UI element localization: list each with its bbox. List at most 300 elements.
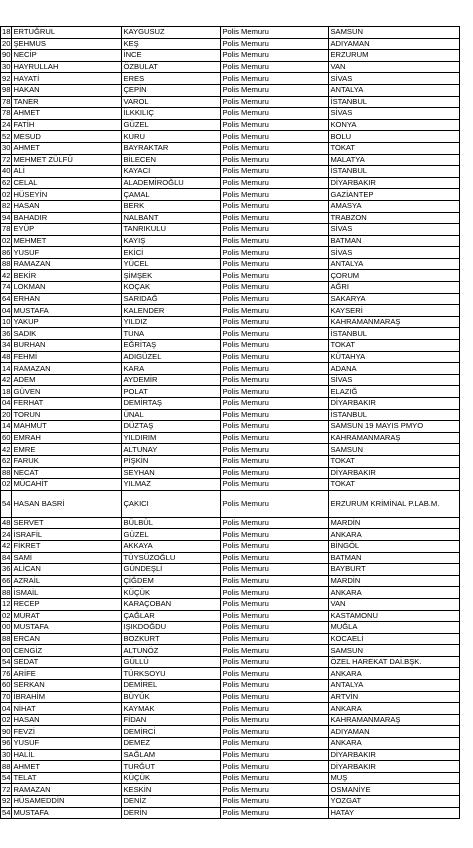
id-suffix-cell: 36	[2, 328, 11, 338]
first-name-cell: MESUD	[12, 131, 122, 143]
last-name-cell: KÜÇÜK	[122, 772, 221, 784]
table-row	[1, 166, 460, 178]
unit-cell: İSTANBUL	[329, 166, 460, 178]
rank-cell: Polis Memuru	[221, 340, 329, 352]
last-name-cell: DENİZ	[122, 796, 221, 808]
rank-cell: Polis Memuru	[221, 154, 329, 166]
first-name-cell: MUSTAFA	[12, 807, 122, 819]
unit-cell: ADIYAMAN	[329, 726, 460, 738]
id-suffix-cell: 42	[2, 444, 11, 454]
first-name-cell: EMRE	[12, 444, 122, 456]
last-name-cell: DEMİRCİ	[122, 726, 221, 738]
unit-cell: SİVAS	[329, 247, 460, 259]
table-row	[1, 305, 460, 317]
table-row	[1, 784, 460, 796]
id-suffix-cell: 14	[2, 363, 11, 373]
table-row	[1, 224, 460, 236]
table-row	[1, 444, 460, 456]
first-name-cell: YUSUF	[12, 738, 122, 750]
first-name-cell: MEHMET	[12, 235, 122, 247]
id-suffix-cell: 72	[2, 784, 11, 794]
id-suffix-cell: 02	[2, 479, 11, 489]
unit-cell: DİYARBAKIR	[329, 749, 460, 761]
id-suffix-cell: 30	[2, 143, 11, 153]
table-row	[1, 796, 460, 808]
rank-cell: Polis Memuru	[221, 517, 329, 529]
table-row	[1, 479, 460, 491]
id-suffix-cell: 52	[2, 131, 11, 141]
first-name-cell: HÜSAMEDDİN	[12, 796, 122, 808]
table-row	[1, 633, 460, 645]
last-name-cell: KAYGUSUZ	[122, 27, 221, 39]
first-name-cell: RAMAZAN	[12, 784, 122, 796]
id-suffix-cell: 60	[2, 433, 11, 443]
table-row	[1, 598, 460, 610]
unit-cell: KASTAMONU	[329, 610, 460, 622]
id-suffix-cell: 88	[2, 761, 11, 771]
unit-cell: SAKARYA	[329, 293, 460, 305]
first-name-cell: SAMİ	[12, 552, 122, 564]
last-name-cell: ÇİĞDEM	[122, 575, 221, 587]
unit-cell: İSTANBUL	[329, 409, 460, 421]
last-name-cell: KEŞ	[122, 38, 221, 50]
first-name-cell: YUSUF	[12, 247, 122, 259]
first-name-cell: FEHMİ	[12, 351, 122, 363]
last-name-cell: ÖZBULAT	[122, 61, 221, 73]
id-suffix-cell: 72	[2, 154, 11, 164]
unit-cell: ADIYAMAN	[329, 38, 460, 50]
id-suffix-cell: 18	[2, 27, 11, 37]
first-name-cell: SERKAN	[12, 680, 122, 692]
first-name-cell: MUSTAFA	[12, 305, 122, 317]
table-row	[1, 50, 460, 62]
unit-cell: ANTALYA	[329, 84, 460, 96]
unit-cell: SİVAS	[329, 224, 460, 236]
id-suffix-cell: 54	[2, 657, 11, 667]
id-suffix-cell: 18	[2, 386, 11, 396]
table-row	[1, 38, 460, 50]
last-name-cell: ÇAKICI	[122, 490, 221, 517]
unit-cell: HATAY	[329, 807, 460, 819]
table-row	[1, 316, 460, 328]
last-name-cell: ÇAMAL	[122, 189, 221, 201]
last-name-cell: TÜRKSOYU	[122, 668, 221, 680]
first-name-cell: NİHAT	[12, 703, 122, 715]
unit-cell: ÖZEL HAREKAT DAİ.BŞK.	[329, 656, 460, 668]
id-suffix-cell: 10	[2, 317, 11, 327]
first-name-cell: İSRAFİL	[12, 529, 122, 541]
first-name-cell: MURAT	[12, 610, 122, 622]
first-name-cell: TELAT	[12, 772, 122, 784]
last-name-cell: ÜNAL	[122, 409, 221, 421]
last-name-cell: KÜÇÜK	[122, 587, 221, 599]
unit-cell: VAN	[329, 61, 460, 73]
id-suffix-cell: 48	[2, 351, 11, 361]
table-row	[1, 772, 460, 784]
table-row	[1, 386, 460, 398]
unit-cell: İSTANBUL	[329, 328, 460, 340]
rank-cell: Polis Memuru	[221, 564, 329, 576]
table-row	[1, 432, 460, 444]
first-name-cell: RECEP	[12, 598, 122, 610]
first-name-cell: NECİP	[12, 50, 122, 62]
unit-cell: VAN	[329, 598, 460, 610]
table-row	[1, 154, 460, 166]
id-suffix-cell: 88	[2, 259, 11, 269]
table-row	[1, 270, 460, 282]
id-suffix-cell: 92	[2, 796, 11, 806]
id-suffix-cell: 78	[2, 108, 11, 118]
first-name-cell: FATİH	[12, 119, 122, 131]
last-name-cell: KARAÇOBAN	[122, 598, 221, 610]
last-name-cell: DEMİREL	[122, 680, 221, 692]
unit-cell: TRABZON	[329, 212, 460, 224]
rank-cell: Polis Memuru	[221, 224, 329, 236]
first-name-cell: SERVET	[12, 517, 122, 529]
rank-cell: Polis Memuru	[221, 421, 329, 433]
table-row	[1, 575, 460, 587]
unit-cell: AĞRI	[329, 282, 460, 294]
rank-cell: Polis Memuru	[221, 108, 329, 120]
rank-cell: Polis Memuru	[221, 633, 329, 645]
id-suffix-cell: 30	[2, 62, 11, 72]
table-row	[1, 738, 460, 750]
first-name-cell: ERTUĞRUL	[12, 27, 122, 39]
rank-cell: Polis Memuru	[221, 714, 329, 726]
first-name-cell: İBRAHİM	[12, 691, 122, 703]
last-name-cell: BAYRAKTAR	[122, 142, 221, 154]
rank-cell: Polis Memuru	[221, 761, 329, 773]
table-row	[1, 552, 460, 564]
id-suffix-cell: 48	[2, 518, 11, 528]
id-suffix-cell: 66	[2, 576, 11, 586]
id-suffix-cell: 30	[2, 749, 11, 759]
unit-cell: KONYA	[329, 119, 460, 131]
id-suffix-cell: 98	[2, 85, 11, 95]
unit-cell: ANTALYA	[329, 680, 460, 692]
id-suffix-cell: 82	[2, 201, 11, 211]
rank-cell: Polis Memuru	[221, 61, 329, 73]
table-row	[1, 328, 460, 340]
id-suffix-cell: 88	[2, 633, 11, 643]
last-name-cell: ÇEPİN	[122, 84, 221, 96]
last-name-cell: YILDIRIM	[122, 432, 221, 444]
table-row	[1, 61, 460, 73]
table-row	[1, 656, 460, 668]
rank-cell: Polis Memuru	[221, 166, 329, 178]
last-name-cell: ADIGÜZEL	[122, 351, 221, 363]
unit-cell: SAMSUN	[329, 645, 460, 657]
id-suffix-cell: 92	[2, 73, 11, 83]
first-name-cell: HALİL	[12, 749, 122, 761]
table-row	[1, 691, 460, 703]
id-suffix-cell: 78	[2, 96, 11, 106]
table-row	[1, 282, 460, 294]
first-name-cell: BURHAN	[12, 340, 122, 352]
rank-cell: Polis Memuru	[221, 726, 329, 738]
table-row	[1, 622, 460, 634]
table-row	[1, 564, 460, 576]
id-suffix-cell: 54	[2, 807, 11, 817]
unit-cell: ANTALYA	[329, 258, 460, 270]
first-name-cell: HAYATİ	[12, 73, 122, 85]
personnel-table	[0, 26, 460, 819]
rank-cell: Polis Memuru	[221, 598, 329, 610]
rank-cell: Polis Memuru	[221, 656, 329, 668]
rank-cell: Polis Memuru	[221, 27, 329, 39]
first-name-cell: RAMAZAN	[12, 258, 122, 270]
id-suffix-cell: 88	[2, 467, 11, 477]
table-row	[1, 351, 460, 363]
first-name-cell: HÜSEYİN	[12, 189, 122, 201]
table-row	[1, 119, 460, 131]
id-suffix-cell: 02	[2, 189, 11, 199]
unit-cell: MARDİN	[329, 517, 460, 529]
table-row	[1, 749, 460, 761]
first-name-cell: TANER	[12, 96, 122, 108]
table-row	[1, 517, 460, 529]
unit-cell: ADANA	[329, 363, 460, 375]
unit-cell: OSMANİYE	[329, 784, 460, 796]
first-name-cell: AHMET	[12, 142, 122, 154]
unit-cell: ANKARA	[329, 587, 460, 599]
unit-cell: SAMSUN	[329, 444, 460, 456]
table-body	[1, 27, 460, 819]
last-name-cell: TURĞUT	[122, 761, 221, 773]
id-suffix-cell: 40	[2, 166, 11, 176]
last-name-cell: TANRIKULU	[122, 224, 221, 236]
rank-cell: Polis Memuru	[221, 247, 329, 259]
table-row	[1, 96, 460, 108]
rank-cell: Polis Memuru	[221, 73, 329, 85]
first-name-cell: LOKMAN	[12, 282, 122, 294]
unit-cell: MARDİN	[329, 575, 460, 587]
last-name-cell: GÜNDEŞLİ	[122, 564, 221, 576]
id-suffix-cell: 00	[2, 622, 11, 632]
rank-cell: Polis Memuru	[221, 50, 329, 62]
unit-cell: KOCAELİ	[329, 633, 460, 645]
table-row	[1, 363, 460, 375]
id-suffix-cell: 96	[2, 738, 11, 748]
id-suffix-cell: 76	[2, 668, 11, 678]
table-row	[1, 668, 460, 680]
unit-cell: SİVAS	[329, 108, 460, 120]
last-name-cell: PİŞKİN	[122, 455, 221, 467]
table-row	[1, 340, 460, 352]
unit-cell: KAHRAMANMARAŞ	[329, 714, 460, 726]
rank-cell: Polis Memuru	[221, 119, 329, 131]
unit-cell: SİVAS	[329, 374, 460, 386]
table-row	[1, 235, 460, 247]
unit-cell: ANKARA	[329, 668, 460, 680]
rank-cell: Polis Memuru	[221, 479, 329, 491]
rank-cell: Polis Memuru	[221, 142, 329, 154]
id-suffix-cell: 02	[2, 610, 11, 620]
last-name-cell: DERİN	[122, 807, 221, 819]
last-name-cell: KURU	[122, 131, 221, 143]
unit-cell: MUĞLA	[329, 622, 460, 634]
id-suffix-cell: 02	[2, 715, 11, 725]
first-name-cell: SADIK	[12, 328, 122, 340]
unit-cell: YOZGAT	[329, 796, 460, 808]
first-name-cell: NECAT	[12, 467, 122, 479]
rank-cell: Polis Memuru	[221, 749, 329, 761]
rank-cell: Polis Memuru	[221, 38, 329, 50]
unit-cell: ÇORUM	[329, 270, 460, 282]
first-name-cell: FEVZİ	[12, 726, 122, 738]
first-name-cell: MAHMUT	[12, 421, 122, 433]
unit-cell: BİNGÖL	[329, 540, 460, 552]
last-name-cell: SARIDAĞ	[122, 293, 221, 305]
first-name-cell: ERCAN	[12, 633, 122, 645]
rank-cell: Polis Memuru	[221, 467, 329, 479]
rank-cell: Polis Memuru	[221, 432, 329, 444]
table-row	[1, 467, 460, 479]
last-name-cell: AYDEMİR	[122, 374, 221, 386]
id-suffix-cell: 04	[2, 305, 11, 315]
rank-cell: Polis Memuru	[221, 293, 329, 305]
id-suffix-cell: 14	[2, 421, 11, 431]
id-suffix-cell: 90	[2, 50, 11, 60]
id-suffix-cell: 20	[2, 38, 11, 48]
rank-cell: Polis Memuru	[221, 772, 329, 784]
last-name-cell: SAĞLAM	[122, 749, 221, 761]
last-name-cell: KOÇAK	[122, 282, 221, 294]
table-row	[1, 73, 460, 85]
unit-cell: BATMAN	[329, 552, 460, 564]
unit-cell: TOKAT	[329, 455, 460, 467]
unit-cell: DİYARBAKIR	[329, 467, 460, 479]
first-name-cell: MÜCAHİT	[12, 479, 122, 491]
id-suffix-cell: 20	[2, 409, 11, 419]
first-name-cell: AHMET	[12, 108, 122, 120]
last-name-cell: BERK	[122, 200, 221, 212]
last-name-cell: GÜZEL	[122, 529, 221, 541]
id-suffix-cell: 42	[2, 270, 11, 280]
unit-cell: MUŞ	[329, 772, 460, 784]
table-row	[1, 587, 460, 599]
rank-cell: Polis Memuru	[221, 691, 329, 703]
id-suffix-cell: 74	[2, 282, 11, 292]
rank-cell: Polis Memuru	[221, 212, 329, 224]
first-name-cell: HASAN	[12, 200, 122, 212]
rank-cell: Polis Memuru	[221, 645, 329, 657]
id-suffix-cell: 42	[2, 541, 11, 551]
rank-cell: Polis Memuru	[221, 587, 329, 599]
table-row	[1, 108, 460, 120]
first-name-cell: HASAN BASRİ	[12, 490, 122, 517]
id-suffix-cell: 54	[2, 773, 11, 783]
id-suffix-cell: 04	[2, 398, 11, 408]
id-suffix-cell: 12	[2, 599, 11, 609]
rank-cell: Polis Memuru	[221, 328, 329, 340]
table-row	[1, 293, 460, 305]
id-suffix-cell: 36	[2, 564, 11, 574]
first-name-cell: ALİCAN	[12, 564, 122, 576]
table-row	[1, 84, 460, 96]
rank-cell: Polis Memuru	[221, 796, 329, 808]
rank-cell: Polis Memuru	[221, 540, 329, 552]
rank-cell: Polis Memuru	[221, 374, 329, 386]
first-name-cell: RAMAZAN	[12, 363, 122, 375]
unit-cell: GAZİANTEP	[329, 189, 460, 201]
unit-cell: KAHRAMANMARAŞ	[329, 432, 460, 444]
unit-cell: SAMSUN	[329, 27, 460, 39]
last-name-cell: GÜLLÜ	[122, 656, 221, 668]
rank-cell: Polis Memuru	[221, 96, 329, 108]
unit-cell: DİYARBAKIR	[329, 398, 460, 410]
rank-cell: Polis Memuru	[221, 305, 329, 317]
unit-cell: ARTVİN	[329, 691, 460, 703]
unit-cell: BATMAN	[329, 235, 460, 247]
unit-cell: SAMSUN 19 MAYIS PMYO	[329, 421, 460, 433]
id-suffix-cell: 88	[2, 587, 11, 597]
first-name-cell: BAHADIR	[12, 212, 122, 224]
table-row	[1, 807, 460, 819]
first-name-cell: ALİ	[12, 166, 122, 178]
table-row	[1, 200, 460, 212]
last-name-cell: İNCE	[122, 50, 221, 62]
unit-cell: KAHRAMANMARAŞ	[329, 316, 460, 328]
unit-cell: TOKAT	[329, 479, 460, 491]
last-name-cell: KESKİN	[122, 784, 221, 796]
rank-cell: Polis Memuru	[221, 316, 329, 328]
rank-cell: Polis Memuru	[221, 680, 329, 692]
table-row	[1, 714, 460, 726]
table-row	[1, 212, 460, 224]
first-name-cell: AZRAİL	[12, 575, 122, 587]
id-suffix-cell: 54	[1, 490, 12, 517]
first-name-cell: BEKİR	[12, 270, 122, 282]
unit-cell: DİYARBAKIR	[329, 761, 460, 773]
first-name-cell: AHMET	[12, 761, 122, 773]
rank-cell: Polis Memuru	[221, 784, 329, 796]
rank-cell: Polis Memuru	[221, 84, 329, 96]
table-row	[1, 490, 460, 517]
table-row	[1, 247, 460, 259]
rank-cell: Polis Memuru	[221, 807, 329, 819]
last-name-cell: DÜZTAŞ	[122, 421, 221, 433]
id-suffix-cell: 42	[2, 375, 11, 385]
first-name-cell: SEDAT	[12, 656, 122, 668]
unit-cell: KÜTAHYA	[329, 351, 460, 363]
first-name-cell: EMRAH	[12, 432, 122, 444]
rank-cell: Polis Memuru	[221, 444, 329, 456]
rank-cell: Polis Memuru	[221, 490, 329, 517]
table-row	[1, 177, 460, 189]
rank-cell: Polis Memuru	[221, 455, 329, 467]
table-row	[1, 398, 460, 410]
last-name-cell: ŞİMŞEK	[122, 270, 221, 282]
table-row	[1, 761, 460, 773]
last-name-cell: BİLECEN	[122, 154, 221, 166]
unit-cell: ANKARA	[329, 529, 460, 541]
first-name-cell: HASAN	[12, 714, 122, 726]
table-row	[1, 189, 460, 201]
id-suffix-cell: 94	[2, 212, 11, 222]
unit-cell: ELAZIĞ	[329, 386, 460, 398]
rank-cell: Polis Memuru	[221, 668, 329, 680]
table-row	[1, 680, 460, 692]
rank-cell: Polis Memuru	[221, 177, 329, 189]
rank-cell: Polis Memuru	[221, 610, 329, 622]
unit-cell: BAYBURT	[329, 564, 460, 576]
id-suffix-cell: 90	[2, 726, 11, 736]
last-name-cell: KAYIŞ	[122, 235, 221, 247]
table-row	[1, 703, 460, 715]
rank-cell: Polis Memuru	[221, 703, 329, 715]
last-name-cell: GÜZEL	[122, 119, 221, 131]
